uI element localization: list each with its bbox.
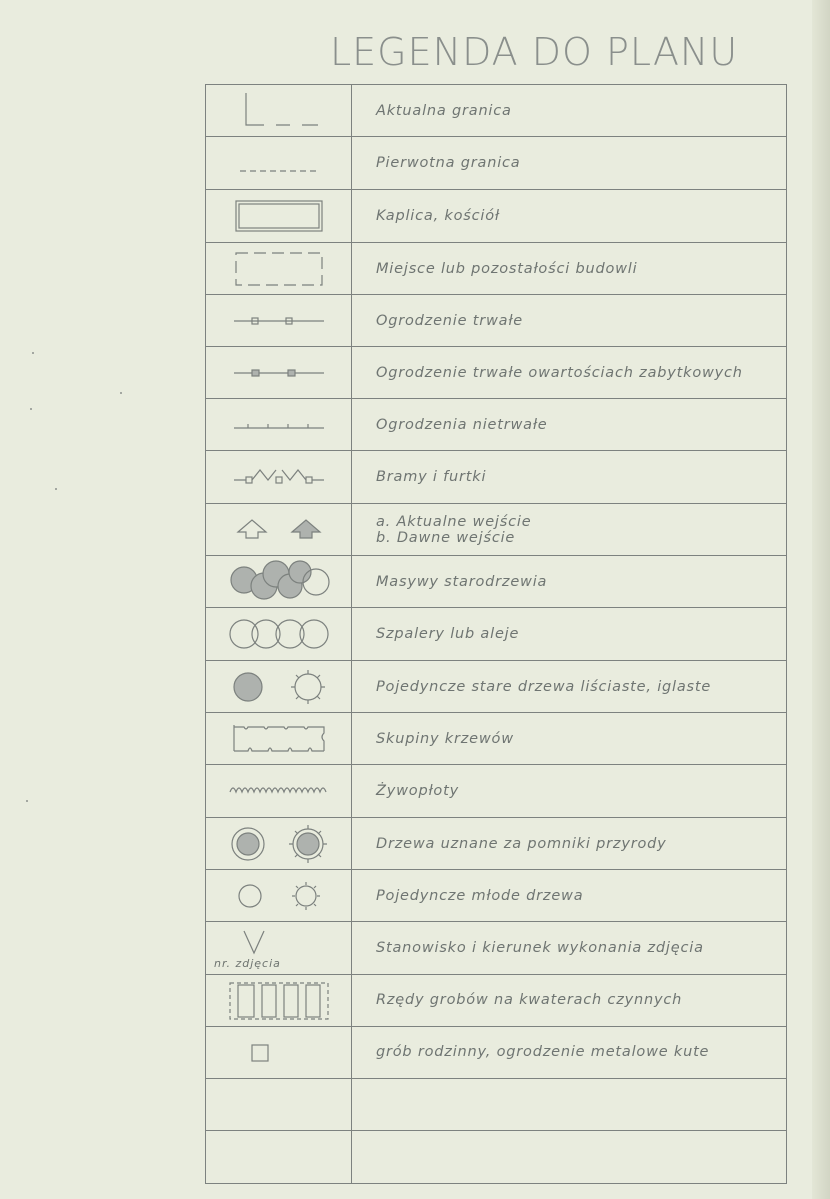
legend-label: Drzewa uznane za pomniki przyrody [376, 835, 667, 852]
legend-row [206, 1027, 786, 1079]
legend-label: Masywy starodrzewia [376, 573, 548, 590]
legend-row [206, 922, 786, 975]
photo-viewpoint-icon [206, 922, 352, 974]
page-title: LEGENDA DO PLANU [330, 30, 739, 74]
legend-row [206, 713, 786, 765]
gate-icon [206, 451, 352, 503]
natural-monument-trees-icon [206, 818, 352, 869]
shrub-group-icon [206, 713, 352, 764]
legend-label: Rzędy grobów na kwaterach czynnych [376, 992, 683, 1008]
paper-edge [812, 0, 830, 1199]
legend-label: Pojedyncze stare drzewa liściaste, iglaste [376, 678, 712, 695]
permanent-fence-icon [206, 295, 352, 346]
historic-fence-icon [206, 347, 352, 398]
legend-label: Ogrodzenie trwałe owartościach zabytkowych [376, 364, 743, 381]
paper-speck [120, 392, 122, 394]
legend-row [206, 85, 786, 137]
grave-rows-icon [206, 975, 352, 1026]
paper-speck [55, 488, 57, 490]
solid-boundary-icon [206, 85, 352, 136]
legend-row [206, 975, 786, 1027]
legend-label: Pojedyncze młode drzewa [376, 887, 584, 904]
legend-row [206, 137, 786, 190]
legend-row [206, 451, 786, 504]
empty-symbol-cell [206, 1079, 352, 1130]
empty-symbol-cell [206, 1131, 352, 1183]
ruin-dashed-rectangle-icon [206, 243, 352, 294]
young-trees-icon [206, 870, 352, 921]
legend-row [206, 870, 786, 922]
legend-row [206, 190, 786, 243]
hedge-icon [206, 765, 352, 817]
family-grave-icon [206, 1027, 352, 1078]
legend-row [206, 608, 786, 661]
legend-label: Ogrodzenia nietrwałe [376, 416, 548, 433]
legend-table [205, 84, 787, 1184]
photo-number-label: nr. zdjęcia [214, 956, 281, 970]
single-old-trees-icon [206, 661, 352, 712]
dashed-boundary-icon [206, 137, 352, 189]
legend-row [206, 765, 786, 818]
legend-row [206, 243, 786, 295]
legend-label: Pierwotna granica [376, 155, 521, 171]
legend-label: Aktualna granica [376, 102, 512, 119]
tree-cluster-icon [206, 556, 352, 607]
legend-label: Szpalery lub aleje [376, 626, 520, 642]
legend-label: Skupiny krzewów [376, 730, 514, 747]
legend-label: Ogrodzenie trwałe [376, 312, 524, 329]
legend-row [206, 347, 786, 399]
entrance-arrows-icon [206, 504, 352, 555]
legend-row [206, 399, 786, 451]
legend-row [206, 295, 786, 347]
legend-label: Kaplica, kościół [376, 208, 500, 224]
chapel-rectangle-icon [206, 190, 352, 242]
legend-row [206, 504, 786, 556]
legend-row [206, 556, 786, 608]
legend-label: Stanowisko i kierunek wykonania zdjęcia [376, 939, 704, 956]
temporary-fence-icon [206, 399, 352, 450]
legend-row [206, 661, 786, 713]
paper-speck [26, 800, 28, 802]
tree-row-icon [206, 608, 352, 660]
legend-label-secondary: b. Dawne wejście [376, 529, 516, 546]
legend-label: Miejsce lub pozostałości budowli [376, 260, 638, 277]
paper-speck [32, 352, 34, 354]
legend-row [206, 818, 786, 870]
legend-label: Żywopłoty [376, 783, 459, 799]
legend-label: a. Aktualne wejście [376, 513, 532, 530]
legend-label: Bramy i furtki [376, 469, 487, 485]
paper-speck [30, 408, 32, 410]
legend-row-empty [206, 1131, 786, 1183]
legend-row-empty [206, 1079, 786, 1131]
legend-label: grób rodzinny, ogrodzenie metalowe kute [376, 1044, 710, 1060]
